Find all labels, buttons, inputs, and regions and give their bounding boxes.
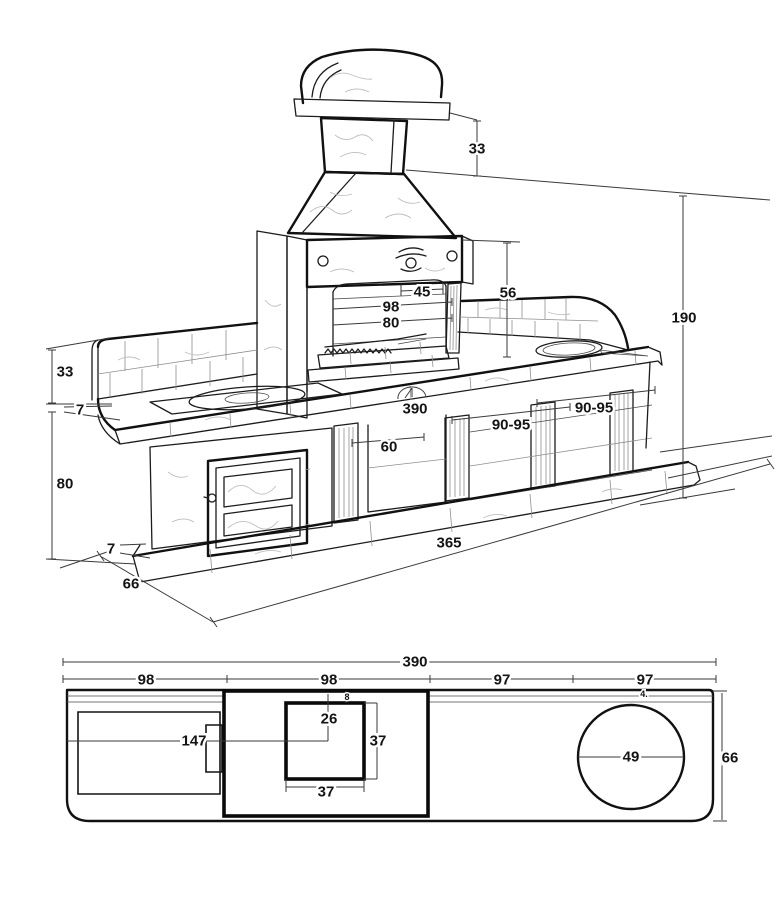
crest-emblem-icon xyxy=(396,248,426,271)
dim-splash-height: 33 xyxy=(56,363,74,381)
lintel xyxy=(307,236,473,287)
plan-dim-147: 147 xyxy=(181,732,207,750)
plan-left-recess xyxy=(78,712,222,794)
column-4 xyxy=(610,390,633,475)
plan-dim-8: 8 xyxy=(344,692,350,702)
ground-lines xyxy=(60,436,772,568)
plan-dim-390: 390 xyxy=(402,653,428,671)
column-3 xyxy=(531,402,555,489)
plan-dim-edge: 4. xyxy=(640,689,648,699)
plan-dim-length xyxy=(63,658,716,683)
chimney-cap xyxy=(294,50,450,120)
dim-length-top: 390 xyxy=(402,400,428,418)
plan-view xyxy=(63,654,738,822)
chimney-stack xyxy=(321,118,407,174)
dim-cabinet-height: 80 xyxy=(56,475,74,493)
hood xyxy=(288,172,456,238)
dim-grate-upper: 98 xyxy=(382,298,400,316)
rosette-right-icon xyxy=(447,251,457,261)
dimension-lines xyxy=(46,113,774,627)
dim-bay-width-b: 90-95 xyxy=(574,399,614,417)
plan-firebox-module xyxy=(67,691,428,816)
dim-bay-height: 60 xyxy=(380,438,398,456)
dim-shelf-depth: 45 xyxy=(413,283,431,301)
plan-dim-seg1: 98 xyxy=(137,671,155,689)
hearth-bricks xyxy=(308,342,459,382)
plan-dim-26: 26 xyxy=(320,710,338,728)
dim-base-length: 365 xyxy=(436,534,462,552)
dim-cap-height: 33 xyxy=(468,140,486,158)
dim-total-height: 190 xyxy=(671,309,697,327)
plan-dim-49: 49 xyxy=(622,748,640,766)
perspective-view xyxy=(46,50,774,627)
dim-top-thickness: 7 xyxy=(75,401,85,419)
plan-dim-37-bottom: 37 xyxy=(317,783,335,801)
backsplash-right xyxy=(458,297,628,350)
dim-hood-height: 56 xyxy=(499,284,517,302)
plan-dim-66: 66 xyxy=(721,749,739,767)
dimension-labels xyxy=(57,141,697,593)
dim-plinth-thickness: 7 xyxy=(106,540,116,558)
plan-dim-seg3: 97 xyxy=(493,671,511,689)
dim-depth: 66 xyxy=(122,575,140,593)
column-1 xyxy=(334,423,358,523)
rosette-left-icon xyxy=(318,256,328,266)
dim-bay-width-a: 90-95 xyxy=(491,416,531,434)
dim-grate-lower: 80 xyxy=(382,314,400,332)
plan-dim-seg4: 97 xyxy=(636,671,654,689)
firebox xyxy=(307,280,461,392)
countertop xyxy=(98,339,662,444)
plan-dim-37-right: 37 xyxy=(369,732,387,750)
column-2 xyxy=(445,415,469,501)
plan-dim-seg2: 98 xyxy=(320,671,338,689)
